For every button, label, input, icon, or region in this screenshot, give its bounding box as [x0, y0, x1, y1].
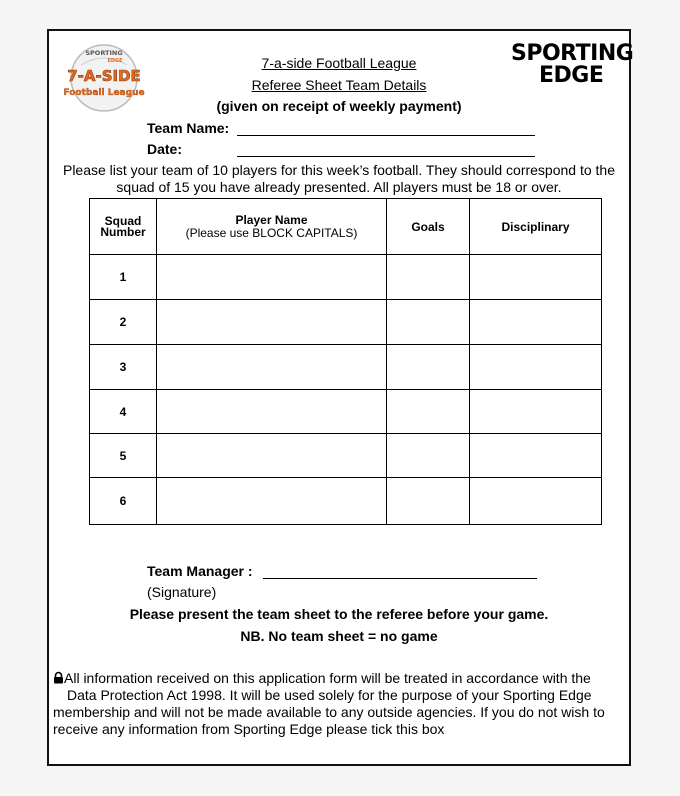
team-table	[89, 198, 602, 525]
dp-line3: membership and will not be made available to any outside agencies. If you do not wish to	[53, 704, 605, 720]
goals-cell[interactable]	[387, 255, 470, 300]
table-header-row	[90, 199, 602, 255]
page-title: 7-a-side Football League	[261, 55, 417, 71]
team-manager-label: Team Manager :	[147, 563, 253, 579]
squad-number-cell: 6	[90, 478, 157, 525]
squad-number-cell: 2	[90, 300, 157, 345]
disciplinary-cell[interactable]	[470, 390, 602, 434]
squad-number-cell: 3	[90, 345, 157, 390]
signature-label: (Signature)	[147, 584, 217, 600]
header-disciplinary: Disciplinary	[470, 199, 602, 255]
table-row	[90, 255, 602, 300]
brand-line2: EDGE	[539, 63, 604, 88]
team-name-field[interactable]	[237, 135, 535, 136]
squad-number-cell: 4	[90, 390, 157, 434]
referee-sheet-page	[47, 29, 634, 766]
date-label: Date:	[147, 141, 183, 157]
brand-line1: SPORTING	[511, 41, 634, 66]
player-name-cell[interactable]	[157, 434, 387, 478]
player-name-cell[interactable]	[157, 300, 387, 345]
dp-line1: All information received on this application form will be treated in accordance with the	[64, 670, 591, 686]
player-name-cell[interactable]	[157, 345, 387, 390]
player-name-cell[interactable]	[157, 390, 387, 434]
goals-cell[interactable]	[387, 300, 470, 345]
goals-cell[interactable]	[387, 478, 470, 525]
dp-line2: Data Protection Act 1998. It will be used solely for the purpose of your Sporting Edge	[67, 687, 592, 703]
table-row	[90, 390, 602, 434]
table-row	[90, 478, 602, 525]
player-name-cell[interactable]	[157, 255, 387, 300]
logo-edge-text: EDGE	[107, 58, 123, 64]
disciplinary-cell[interactable]	[470, 434, 602, 478]
header-goals: Goals	[387, 199, 470, 255]
logo-sub-text: Football League	[63, 88, 145, 98]
logo-main-text: 7-A-SIDE	[67, 67, 141, 85]
goals-cell[interactable]	[387, 345, 470, 390]
disciplinary-cell[interactable]	[470, 255, 602, 300]
table-row	[90, 434, 602, 478]
team-name-label: Team Name:	[147, 120, 230, 136]
no-sheet-notice: NB. No team sheet = no game	[240, 628, 438, 644]
goals-cell[interactable]	[387, 390, 470, 434]
header-squad-number: Squad Number	[90, 199, 157, 255]
present-notice: Please present the team sheet to the referee before your game.	[129, 606, 549, 622]
disciplinary-cell[interactable]	[470, 345, 602, 390]
intro-line2: squad of 15 you have already presented. All players must be 18 or over.	[116, 179, 562, 195]
disciplinary-cell[interactable]	[470, 478, 602, 525]
team-manager-signature-field[interactable]	[263, 578, 537, 579]
payment-note: (given on receipt of weekly payment)	[216, 98, 462, 114]
lock-icon	[53, 672, 64, 684]
player-name-cell[interactable]	[157, 478, 387, 525]
header-player-name: Player Name (Please use BLOCK CAPITALS)	[157, 199, 387, 255]
table-row	[90, 345, 602, 390]
squad-number-cell: 5	[90, 434, 157, 478]
table-row	[90, 300, 602, 345]
date-field[interactable]	[237, 156, 535, 157]
intro-line1: Please list your team of 10 players for this week’s football. They should correspond to the	[62, 162, 615, 178]
dp-line4: receive any information from Sporting Edge please tick this box	[53, 721, 445, 737]
logo-top-text: SPORTING	[85, 49, 123, 57]
page-subtitle: Referee Sheet Team Details	[251, 77, 427, 93]
disciplinary-cell[interactable]	[470, 300, 602, 345]
data-protection-notice	[53, 670, 631, 738]
intro-text	[49, 162, 629, 196]
goals-cell[interactable]	[387, 434, 470, 478]
squad-number-cell: 1	[90, 255, 157, 300]
